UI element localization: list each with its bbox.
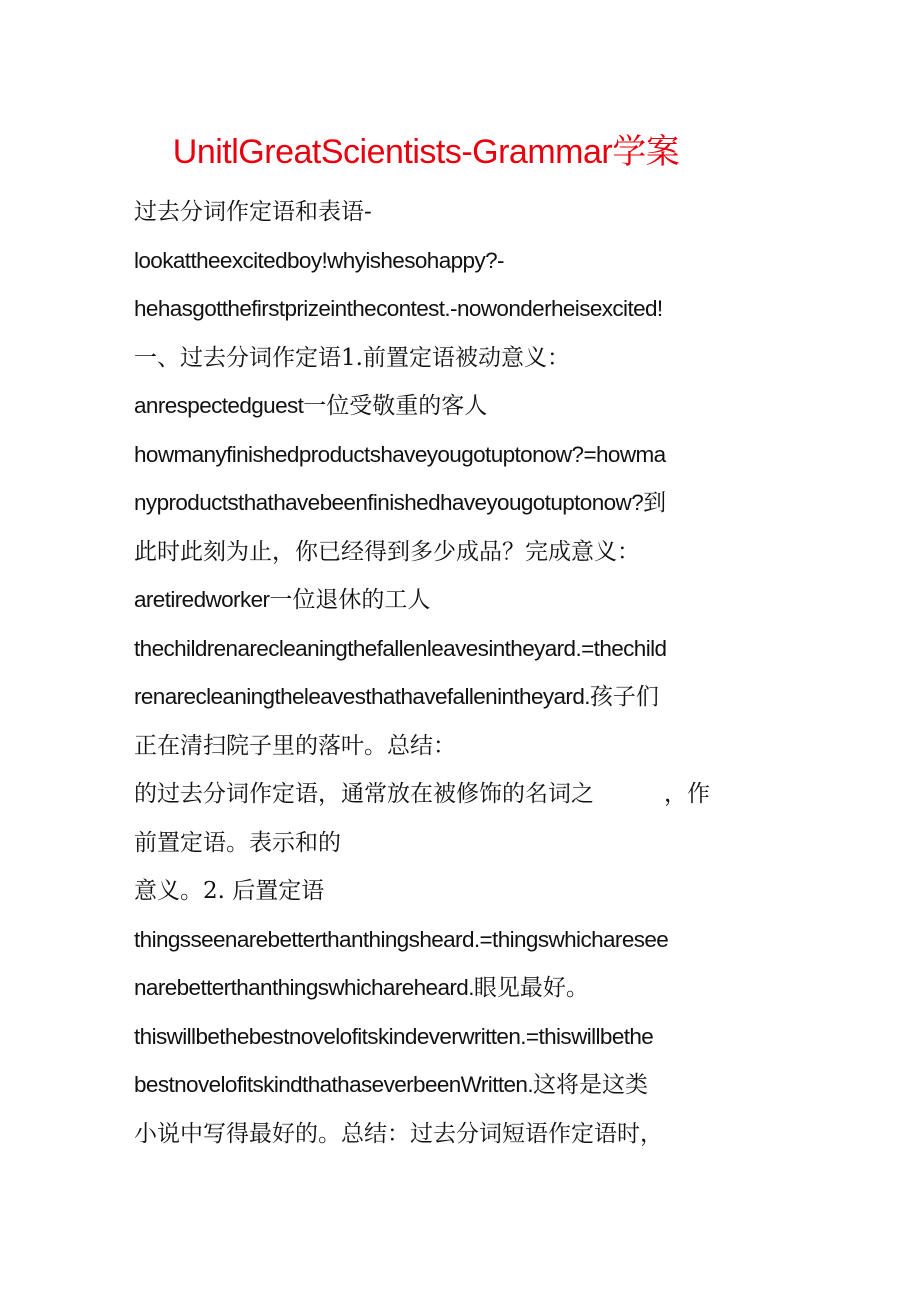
text-segment: 一位受敬重的客人: [303, 393, 488, 419]
text-segment: nyproductsthathavebeenfinishedhaveyougotuptonow?: [134, 490, 644, 515]
text-segment: 的过去分词作定语，通常放在被修饰的名词之: [134, 781, 594, 807]
text-line: [134, 1013, 794, 1062]
text-segment: ，作: [664, 781, 710, 807]
text-line: [134, 431, 794, 480]
text-segment: thiswillbethebestnovelofitskindeverwritten.=thiswillbethe: [134, 1023, 654, 1049]
text-segment: 前置定语。表示和的: [134, 829, 341, 856]
text-segment: howmanyfinishedproductshaveyougotuptonow?=howma: [134, 441, 666, 467]
text-line: [134, 237, 794, 286]
text-segment: hehasgotthefirstprizeinthecontest.-nowonderheisexcited!: [134, 296, 663, 321]
text-segment: aretiredworker: [134, 587, 270, 612]
text-line: [134, 819, 794, 868]
text-line: [134, 916, 794, 965]
text-line: [134, 382, 794, 431]
text-segment: 一、过去分词作定语1.前置定语被动意义：: [134, 344, 570, 371]
text-line: [134, 1061, 794, 1110]
text-segment: 这将是这类: [533, 1072, 648, 1098]
text-line: [134, 576, 794, 625]
text-line: [134, 1110, 794, 1159]
text-segment: 眼见最好。: [473, 975, 589, 1001]
text-segment: 孩子们: [589, 684, 659, 710]
text-segment: 意义。2. 后置定语: [134, 878, 325, 904]
text-segment: thingsseenarebetterthanthingsheard.=thingswhicharesee: [134, 926, 669, 952]
text-line: [134, 334, 794, 383]
text-segment: renarecleaningtheleavesthathavefallenintheyard.: [134, 684, 590, 709]
text-line: [134, 479, 794, 528]
text-line: [134, 867, 794, 916]
text-line: [134, 673, 794, 722]
text-line: [134, 528, 794, 577]
text-line: [134, 625, 794, 674]
text-line: [134, 964, 794, 1013]
text-line: [134, 285, 794, 334]
document-title: UnitlGreatScientists-Grammar学案: [172, 133, 680, 171]
text-segment: thechildrenarecleaningthefallenleavesintheyard.=thechild: [134, 635, 667, 661]
document-body: [134, 188, 794, 1158]
text-segment: lookattheexcitedboy!whyishesohappy?-: [134, 247, 504, 273]
text-segment: anrespectedguest: [134, 393, 304, 418]
text-segment: 正在清扫院子里的落叶。总结：: [134, 732, 456, 759]
text-segment: 一位退休的工人: [269, 587, 431, 613]
text-segment: narebetterthanthingswhichareheard.: [134, 975, 474, 1000]
text-line: [134, 722, 794, 771]
text-segment: 到: [643, 490, 667, 516]
text-segment: 小说中写得最好的。总结：过去分词短语作定语时，: [134, 1120, 663, 1147]
text-segment: bestnovelofitskindthathaseverbeenWritten.: [134, 1072, 533, 1097]
text-segment: 此时此刻为止，你已经得到多少成品？完成意义：: [134, 538, 640, 565]
text-line: [134, 770, 794, 819]
text-line: [134, 188, 794, 237]
text-segment: 过去分词作定语和表语-: [134, 199, 372, 225]
